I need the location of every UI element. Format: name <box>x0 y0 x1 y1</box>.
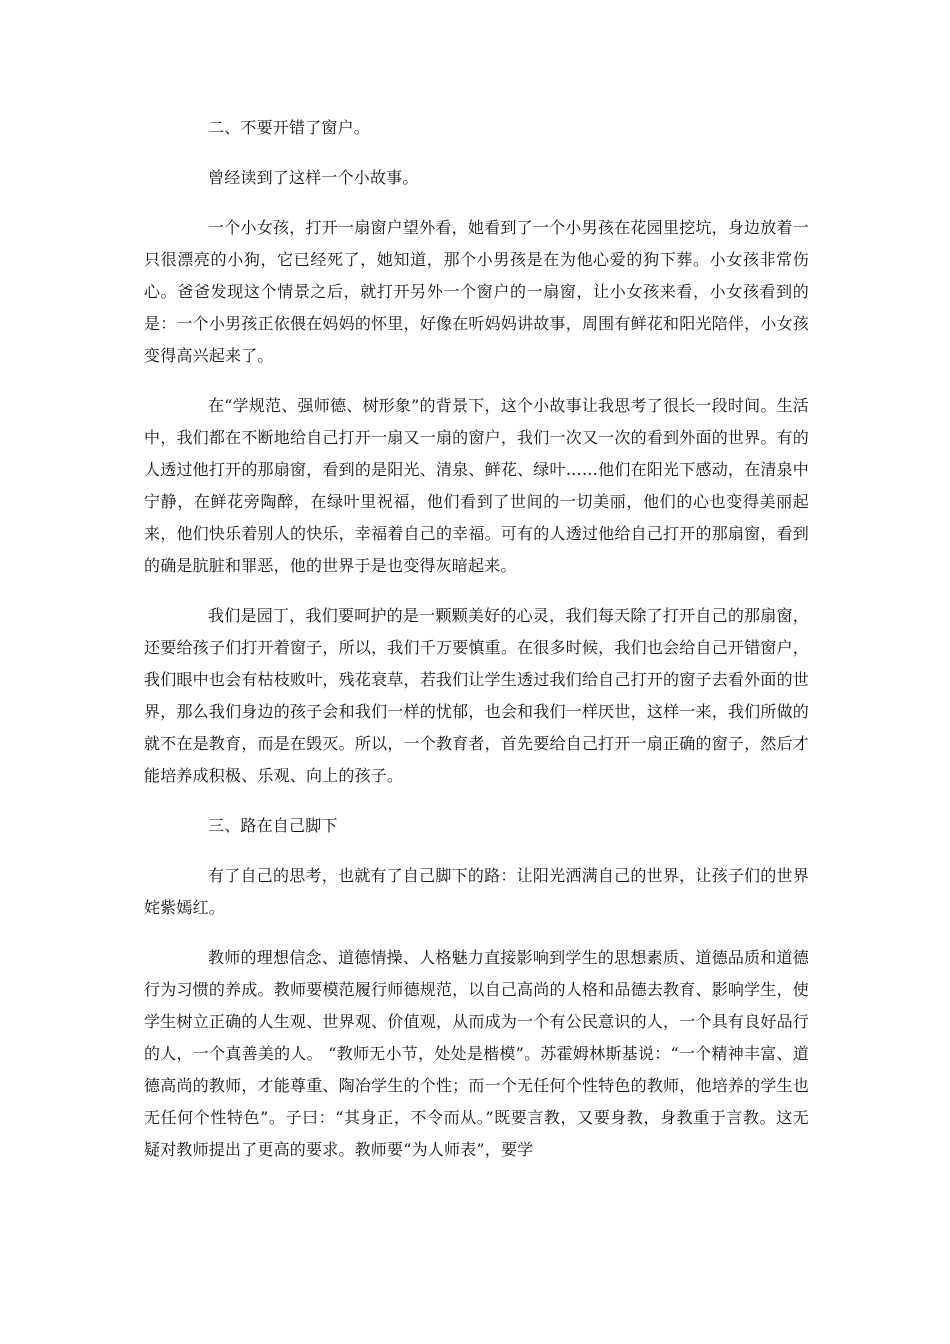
paragraph-reflection: 在“学规范、强师德、树形象”的背景下，这个小故事让我思考了很长一段时间。生活中，我们都在不断地给自己打开一扇又一扇的窗户，我们一次又一次的看到外面的世界。有的人透过他打开的那扇窗，看到的是阳光、清泉、鲜花、绿叶……他们在阳光下感动，在清泉中宁静，在鲜花旁陶醉，在绿叶里祝福，他们看到了世间的一切美丽，他们的心也变得美丽起来，他们快乐着别人的快乐，幸福着自己的幸福。可有的人透过他给自己打开的那扇窗，看到的确是肮脏和罪恶，他的世界于是也变得灰暗起来。 <box>144 396 809 575</box>
paragraph-gardener: 我们是园丁，我们要呵护的是一颗颗美好的心灵，我们每天除了打开自己的那扇窗，还要给孩子们打开着窗子，所以，我们千万要慎重。在很多时候，我们也会给自己开错窗户，我们眼中也会有枯枝败叶，残花衰草，若我们让学生透过我们给自己打开的窗子去看外面的世界，那么我们身边的孩子会和我们一样的忧郁，也会和我们一样厌世，这样一来，我们所做的就不在是教育，而是在毁灭。所以，一个教育者，首先要给自己打开一扇正确的窗子，然后才能培养成积极、乐观、向上的孩子。 <box>144 606 809 785</box>
paragraph-story: 一个小女孩，打开一扇窗户望外看，她看到了一个小男孩在花园里挖坑，身边放着一只很漂亮的小狗，它已经死了，她知道，那个小男孩是在为他心爱的狗下葬。小女孩非常伤心。爸爸发现这个情景之后，就打开另外一个窗户的一扇窗，让小女孩来看，小女孩看到的是：一个小男孩正依偎在妈妈的怀里，好像在听妈妈讲故事，周围有鲜花和阳光陪伴，小女孩变得高兴起来了。 <box>144 218 809 365</box>
paragraph-own-road: 有了自己的思考，也就有了自己脚下的路：让阳光洒满自己的世界，让孩子们的世界姹紫嫣红。 <box>144 866 809 917</box>
document-page <box>144 112 809 1184</box>
paragraph-intro: 曾经读到了这样一个小故事。 <box>208 168 419 187</box>
paragraph-teacher-ethics: 教师的理想信念、道德情操、人格魅力直接影响到学生的思想素质、道德品质和道德行为习惯的养成。教师要模范履行师德规范，以自己高尚的人格和品德去教育、影响学生，使学生树立正确的人生观、世界观、价值观，从而成为一个有公民意识的人，一个具有良好品行的人，一个真善美的人。 “教师无小节，处处是楷模”。苏霍姆林斯基说：“一个精神丰富、道德高尚的教师，才能尊重、陶冶学生的个性；而一个无任何个性特色的教师，他培养的学生也无任何个性特色”。子曰：“其身正，不令而从。”既要言教，又要身教，身教重于言教。这无疑对教师提出了更高的要求。教师要“为人师表”，要学 <box>144 948 809 1159</box>
section-heading-3: 三、路在自己脚下 <box>208 816 338 835</box>
section-heading-2: 二、不要开错了窗户。 <box>208 118 371 137</box>
